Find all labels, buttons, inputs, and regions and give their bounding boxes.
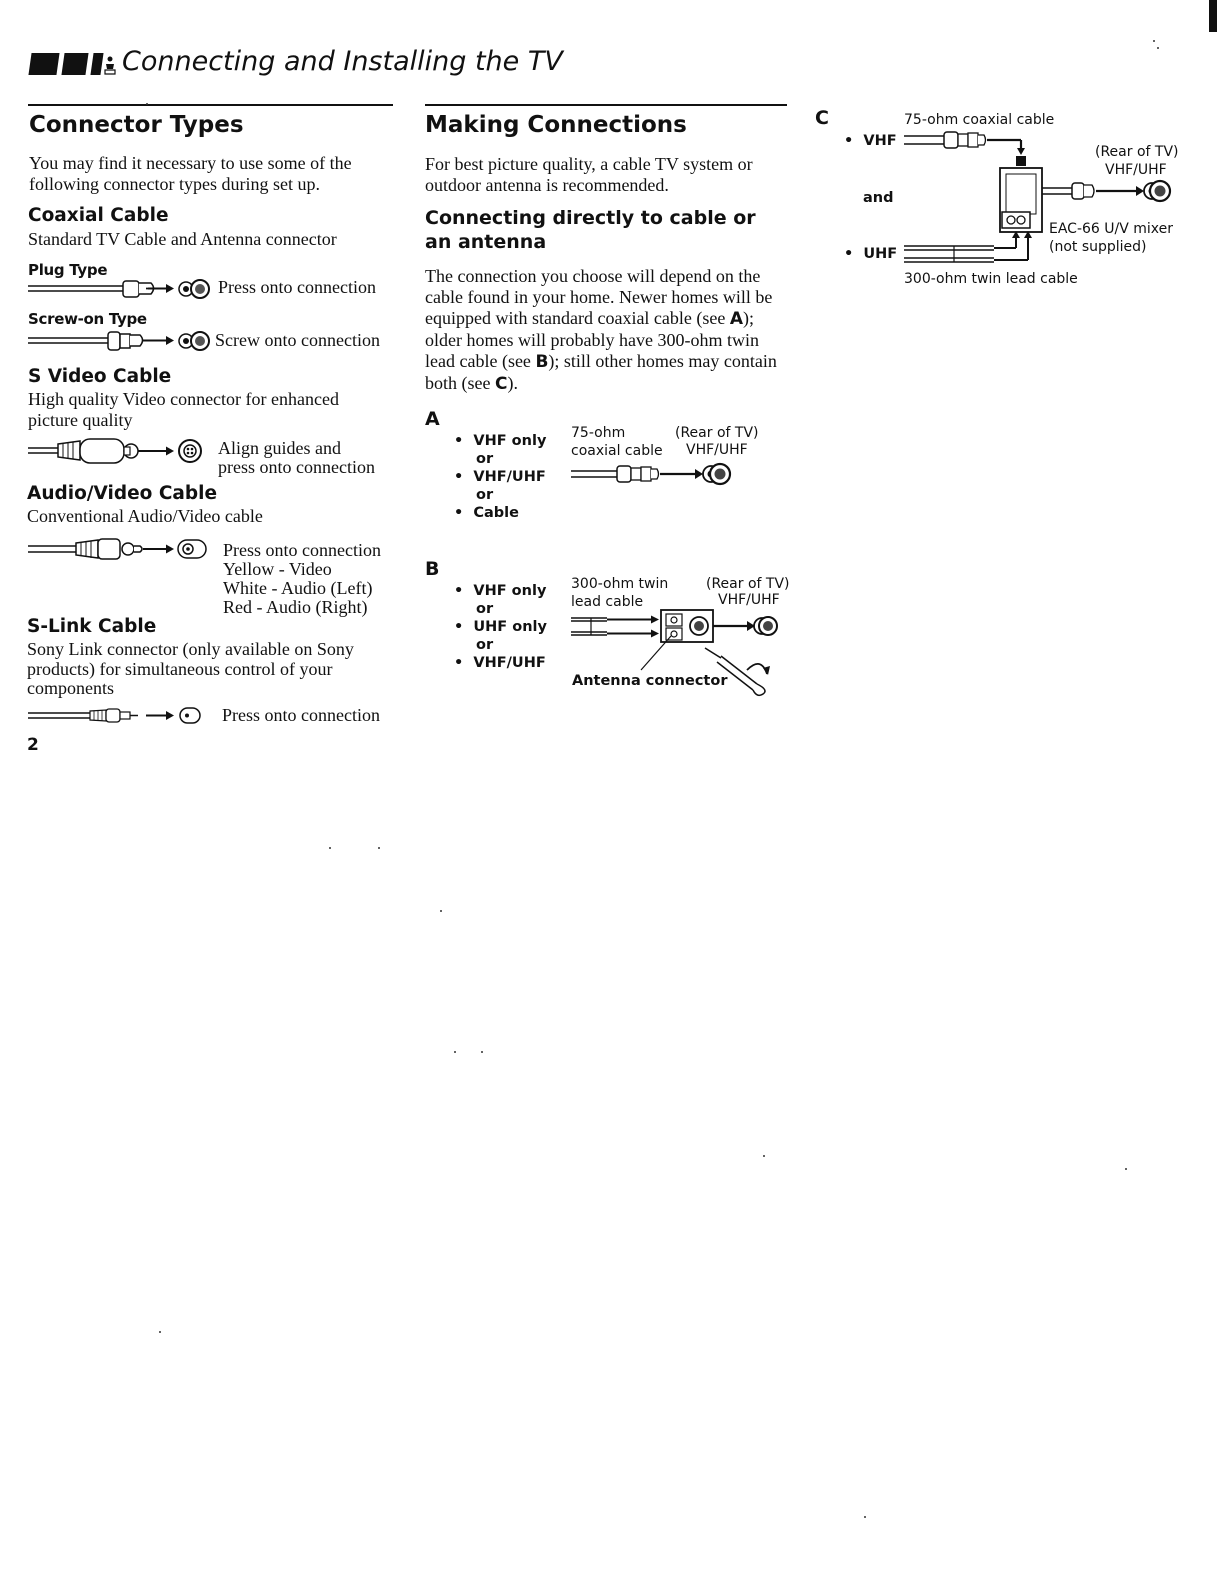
coax-plug-illustration — [28, 278, 213, 300]
b-port-label: VHF/UHF — [718, 592, 780, 608]
a-rear-label: (Rear of TV) — [675, 425, 759, 441]
c-not-supplied-label: (not supplied) — [1049, 239, 1147, 255]
c-vhf-bullet: • VHF — [844, 133, 897, 149]
a-coax-connection-illustration — [571, 463, 731, 487]
a-or-1: or — [476, 451, 494, 467]
screw-on-type-action: Screw onto connection — [215, 330, 380, 350]
s-video-cable-heading: S Video Cable — [28, 366, 172, 387]
av-yellow-video: Yellow - Video — [223, 559, 332, 579]
av-plug-illustration — [28, 538, 213, 562]
a-vhf-only: VHF only — [473, 433, 547, 449]
b-cable-label-1: 300-ohm twin — [571, 576, 669, 592]
b-vhf-uhf: VHF/UHF — [473, 655, 546, 671]
av-red-audio-right: Red - Audio (Right) — [223, 597, 368, 617]
b-cable-label-2: lead cable — [571, 594, 644, 610]
scan-speck — [1125, 1168, 1127, 1170]
connector-types-intro: You may find it necessary to use some of the following connector types during set up. — [29, 153, 352, 194]
av-action: Press onto connection — [223, 540, 381, 560]
c-rear-label: (Rear of TV) — [1095, 144, 1179, 160]
s-link-action: Press onto connection — [222, 705, 380, 725]
a-vhf-uhf: VHF/UHF — [473, 469, 546, 485]
s-video-cable-desc: High quality Video connector for enhanced picture quality — [28, 389, 339, 430]
a-cable-label-2: coaxial cable — [571, 443, 663, 459]
c-vhf-label: VHF — [863, 133, 897, 149]
a-cable-label-1: 75-ohm — [571, 425, 626, 441]
plug-type-action: Press onto connection — [218, 277, 376, 297]
c-coax-label: 75-ohm coaxial cable — [904, 112, 1055, 128]
diagram-a-letter: A — [425, 408, 440, 430]
coaxial-cable-desc: Standard TV Cable and Antenna connector — [28, 229, 337, 249]
bullet-dot: • — [454, 583, 474, 599]
col1-top-rule — [28, 104, 393, 106]
page-header-title: Connecting and Installing the TV — [122, 46, 563, 77]
c-uhf-bullet: • UHF — [844, 246, 898, 262]
c-mixer-connection-illustration — [904, 128, 1184, 268]
tv-install-icon — [103, 56, 117, 76]
a-cable: Cable — [473, 505, 519, 521]
connection-choice-text-2: ); older homes will probably have 300-ohm twin lead cable (see — [425, 308, 759, 371]
scan-speck — [159, 1331, 161, 1333]
making-connections-heading: Making Connections — [425, 112, 687, 138]
b-rear-label: (Rear of TV) — [706, 576, 790, 592]
s-link-cable-heading: S-Link Cable — [27, 616, 157, 637]
c-and-label: and — [863, 190, 894, 206]
b-uhf-only: UHF only — [473, 619, 547, 635]
s-video-action-line1: Align guides and — [218, 438, 341, 458]
bullet-dot: • — [454, 433, 474, 449]
s-link-plug-illustration — [28, 705, 213, 727]
scan-speck — [864, 1516, 866, 1518]
av-white-audio-left: White - Audio (Left) — [223, 578, 373, 598]
connection-choice-text-1: The connection you choose will depend on the cable found in your home. Newer homes will be equipped with standard coaxial cable (see — [425, 266, 773, 328]
coax-screw-illustration — [28, 330, 213, 352]
col2-top-rule — [425, 104, 787, 106]
c-port-label: VHF/UHF — [1105, 162, 1167, 178]
scan-speck — [378, 847, 380, 849]
c-twin-lead-label: 300-ohm twin lead cable — [904, 271, 1078, 287]
plug-type-label: Plug Type — [28, 261, 108, 279]
scan-speck — [1157, 47, 1159, 49]
c-mixer-label: EAC-66 U/V mixer — [1049, 221, 1174, 237]
bullet-dot: • — [454, 505, 474, 521]
scan-speck — [329, 847, 331, 849]
a-port-label: VHF/UHF — [686, 442, 748, 458]
scan-speck — [440, 910, 442, 912]
s-video-plug-illustration — [28, 438, 213, 464]
diagram-b-options — [454, 582, 547, 672]
diagram-b-letter: B — [425, 558, 440, 580]
bullet-dot: • — [454, 469, 474, 485]
connection-choice-text-3: ); still other homes may contain both (see — [425, 351, 777, 393]
scan-speck — [481, 1051, 483, 1053]
b-or-2: or — [476, 637, 494, 653]
connecting-directly-heading: Connecting directly to cable or an antenna — [425, 207, 756, 253]
ref-c: C — [494, 374, 508, 394]
audio-video-cable-heading: Audio/Video Cable — [27, 483, 218, 504]
header-edge-mark — [1209, 0, 1217, 32]
a-or-2: or — [476, 487, 494, 503]
b-vhf-only: VHF only — [473, 583, 547, 599]
connection-choice-paragraph — [425, 266, 787, 395]
c-uhf-label: UHF — [863, 246, 898, 262]
page-number: 2 — [27, 735, 39, 755]
screw-on-type-label: Screw-on Type — [28, 310, 147, 328]
connection-choice-text-4: ). — [507, 373, 518, 393]
s-video-action-line2: press onto connection — [218, 457, 375, 477]
connector-types-heading: Connector Types — [29, 112, 244, 138]
b-or-1: or — [476, 601, 494, 617]
ref-a: A — [729, 309, 744, 329]
bullet-dot: • — [454, 619, 474, 635]
scan-speck — [146, 103, 148, 105]
diagram-a-options — [454, 432, 546, 522]
diagram-c-letter: C — [815, 107, 829, 129]
making-connections-intro: For best picture quality, a cable TV system or outdoor antenna is recommended. — [425, 154, 753, 195]
s-link-cable-desc: Sony Link connector (only available on Sony products) for simultaneous control of your components — [27, 639, 354, 698]
audio-video-cable-desc: Conventional Audio/Video cable — [27, 506, 263, 526]
scan-speck — [763, 1155, 765, 1157]
scan-speck — [454, 1051, 456, 1053]
ref-b: B — [535, 352, 549, 372]
b-antenna-connector-label: Antenna connector — [572, 673, 728, 689]
coaxial-cable-heading: Coaxial Cable — [28, 205, 169, 226]
bullet-dot: • — [454, 655, 474, 671]
scan-speck — [1153, 40, 1155, 42]
